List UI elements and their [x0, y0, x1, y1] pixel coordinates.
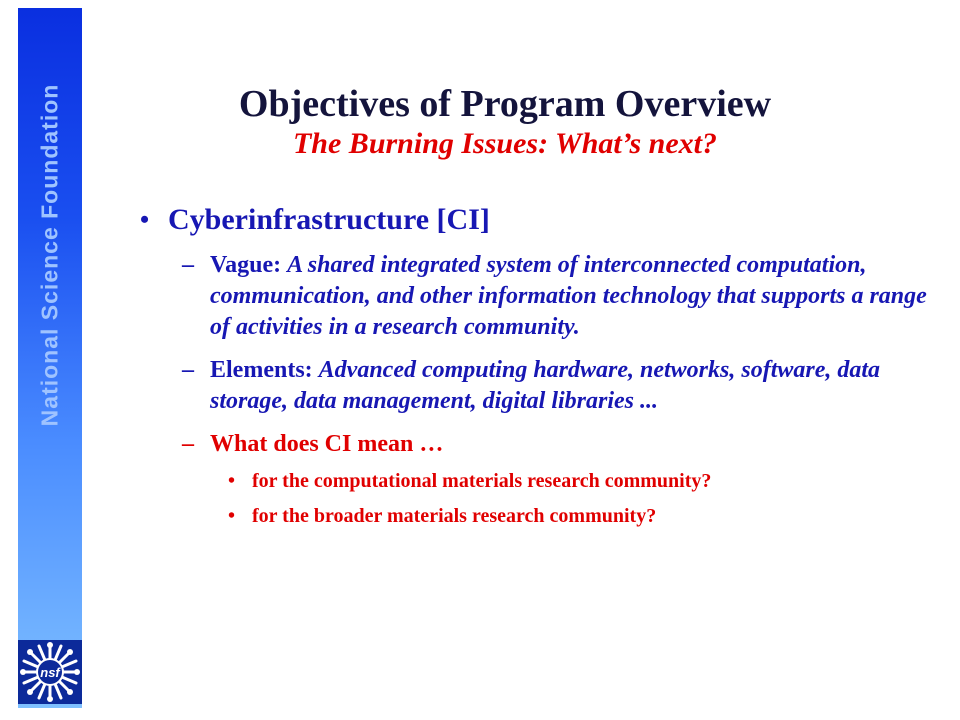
bullet-marker: • [140, 205, 150, 234]
dash-marker: – [182, 431, 194, 457]
sub-sub-bullet-computational [140, 468, 930, 494]
page-title: Objectives of Program Overview [238, 83, 772, 125]
page-subtitle: The Burning Issues: What’s next? [292, 127, 717, 160]
sub-bullet-question [140, 429, 930, 460]
bullet-marker: • [228, 470, 236, 492]
question-text: What does CI mean … [210, 431, 444, 457]
sub-bullet-elements [140, 355, 930, 417]
dash-marker: – [182, 357, 194, 383]
dash-marker: – [182, 252, 194, 278]
logo-text: nsf [40, 665, 60, 680]
slide-content [140, 200, 930, 529]
elements-text: Advanced computing hardware, networks, software, data storage, data management, digital libraries ... [210, 357, 881, 414]
slide-title [140, 82, 870, 162]
sub-sub-bullet-broader [140, 503, 930, 529]
bullet-ci [140, 200, 930, 240]
bullet-ci-label: Cyberinfrastructure [CI] [168, 203, 490, 236]
sub2-text: for the broader materials research community? [252, 505, 657, 527]
sidebar-label-text: National Science Foundation [36, 83, 63, 427]
bullet-marker: • [228, 505, 236, 527]
elements-label: Elements: [210, 357, 319, 383]
vague-text: A shared integrated system of interconnected computation, communication, and other information technology that supports a range of activities in a research community. [210, 252, 927, 340]
vague-label: Vague: [210, 252, 288, 278]
nsf-logo-icon [18, 640, 82, 704]
sub1-text: for the computational materials research community? [252, 470, 712, 492]
sub-bullet-vague [140, 250, 930, 343]
